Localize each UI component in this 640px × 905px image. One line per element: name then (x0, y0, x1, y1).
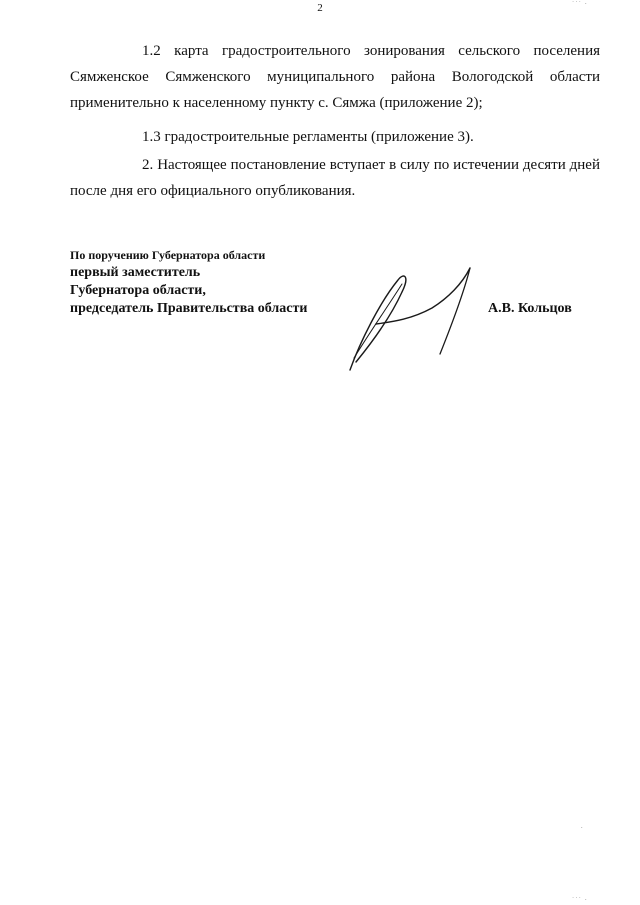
paragraph-number: 1.3 (142, 129, 161, 145)
signature-line-chairman: председатель Правительства области (70, 301, 308, 316)
signature-line-position: первый заместитель (70, 265, 201, 280)
scan-mark: · (580, 824, 584, 832)
paragraph-text: Настоящее постановление вступает в силу по истечении десяти дней после дня его официального опубликования. (70, 157, 600, 199)
handwritten-signature (340, 262, 480, 374)
paragraph-2 (70, 152, 600, 204)
document-body (70, 38, 600, 204)
paragraph-1-2 (70, 38, 600, 116)
paragraph-1-3 (70, 124, 600, 150)
paragraph-text: градостроительные регламенты (приложение 3). (164, 129, 474, 145)
signature-line-governor: Губернатора области, (70, 283, 206, 298)
signature-block (70, 246, 307, 318)
paragraph-number: 2. (142, 157, 154, 173)
paragraph-text: карта градостроительного зонирования сельского поселения Сямженское Сямженского муниципального района Вологодской области применительно к населенному пункту с. Сямжа (приложение 2); (70, 43, 600, 111)
signature-line-on-behalf: По поручению Губернатора области (70, 248, 266, 262)
paragraph-number: 1.2 (142, 43, 161, 59)
signer-name: А.В. Кольцов (488, 301, 572, 316)
scan-mark: ˙˙˙ · (571, 0, 588, 8)
page-number: 2 (317, 2, 323, 14)
scan-mark: ˙˙˙ · (571, 896, 588, 904)
